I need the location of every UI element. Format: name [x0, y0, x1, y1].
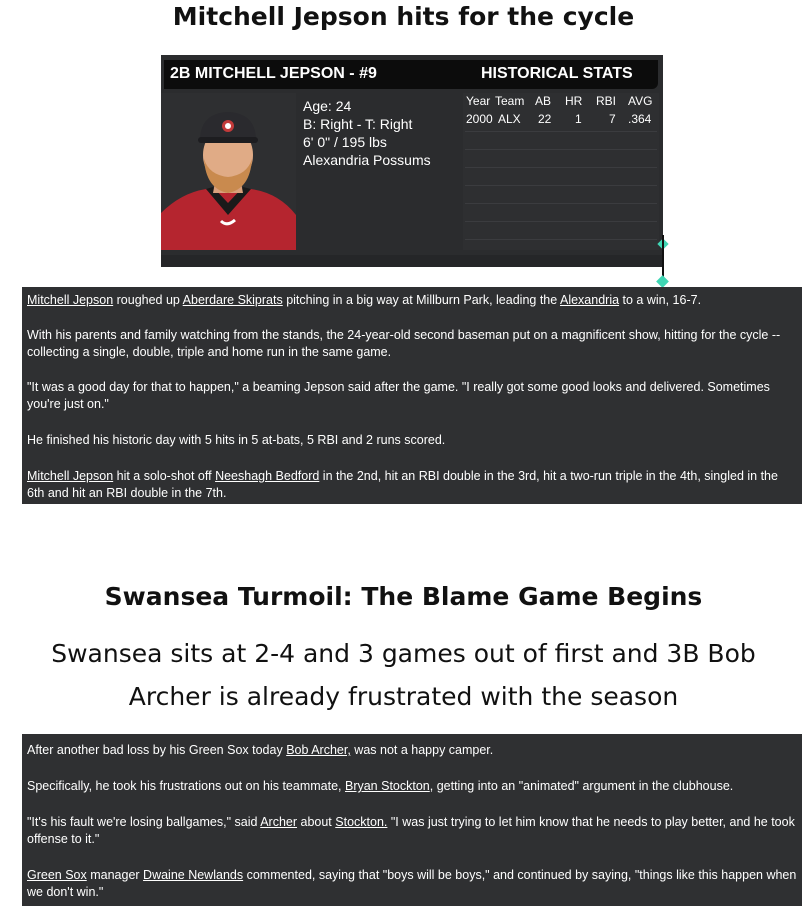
scroll-handle-icon[interactable] [656, 275, 669, 288]
stats-divider [465, 149, 657, 150]
name-link[interactable]: Bob Archer, [286, 743, 351, 757]
article-cycle [22, 287, 802, 504]
stats-divider [465, 203, 657, 204]
article-paragraph [27, 867, 797, 901]
player-age: Age: 24 [303, 98, 352, 114]
subheadline: Swansea sits at 2-4 and 3 games out of first and 3B Bob Archer is already frustrated with the season [51, 639, 756, 711]
article-paragraph [27, 292, 797, 309]
cell-team: ALX [498, 112, 521, 126]
article-text: "It was a good day for that to happen," a beaming Jepson said after the game. "I really got some good looks and delivered. Sometimes you're just on." [27, 380, 770, 411]
player-title[interactable]: 2B MITCHELL JEPSON - #9 [170, 65, 377, 82]
stats-divider [465, 239, 657, 240]
player-team[interactable]: Alexandria Possums [303, 152, 431, 168]
article-text: He finished his historic day with 5 hits in 5 at-bats, 5 RBI and 2 runs scored. [27, 433, 446, 447]
article-text: manager [86, 868, 144, 882]
article-text: "I was just trying to let him know that he needs to play better, and he took offense to it." [27, 815, 795, 846]
name-link[interactable]: Alexandria [559, 293, 620, 307]
article-text: With his parents and family watching from the stands, the 24-year-old second baseman put on a magnificent show, hitting for the cycle -- collecting a single, double, triple and home run in the same game. [27, 328, 781, 359]
col-hr: HR [565, 94, 583, 108]
article-text: commented, saying that "boys will be boys," and continued by saying, "things like this happen when we don't win." [27, 868, 797, 899]
article-text: Specifically, he took his frustrations out on his teammate, [27, 779, 345, 793]
stats-divider [465, 221, 657, 222]
cell-year: 2000 [466, 112, 493, 126]
stats-divider [465, 167, 657, 168]
article-paragraph [27, 379, 797, 413]
stats-divider [465, 185, 657, 186]
stats-row[interactable] [463, 111, 659, 129]
card-footer-bar [161, 255, 663, 267]
article-text: was not a happy camper. [350, 743, 494, 757]
stats-header-row [463, 93, 659, 111]
stats-divider [465, 131, 657, 132]
article-paragraph [27, 814, 797, 848]
player-card [161, 55, 663, 267]
col-team: Team [495, 94, 525, 108]
historical-stats-title: HISTORICAL STATS [481, 65, 633, 82]
article-text: to a win, 16-7. [619, 293, 702, 307]
name-link[interactable]: Stockton. [335, 815, 388, 829]
cell-rbi: 7 [609, 112, 616, 126]
article-text: pitching in a big way at Millburn Park, leading the [282, 293, 560, 307]
article-text: "It's his fault we're losing ballgames," said [27, 815, 261, 829]
article-paragraph [27, 468, 797, 502]
name-link[interactable]: Mitchell Jepson [27, 293, 114, 307]
name-link[interactable]: Archer [260, 815, 298, 829]
headline-turmoil: Swansea Turmoil: The Blame Game Begins [104, 582, 703, 611]
article-paragraph [27, 778, 797, 795]
player-info [303, 97, 431, 169]
article-turmoil [22, 734, 802, 906]
player-card-header [164, 60, 658, 89]
player-bats-throws: B: Right - T: Right [303, 116, 413, 132]
article-text: After another bad loss by his Green Sox today [27, 743, 287, 757]
scroll-track[interactable] [662, 235, 664, 279]
col-ab: AB [535, 94, 552, 108]
article-text: hit a solo-shot off [113, 469, 216, 483]
col-rbi: RBI [596, 94, 617, 108]
name-link[interactable]: Bryan Stockton [344, 779, 430, 793]
name-link[interactable]: Neeshagh Bedford [215, 469, 320, 483]
name-link[interactable]: Aberdare Skiprats [182, 293, 283, 307]
player-portrait [161, 93, 296, 250]
name-link[interactable]: Mitchell Jepson [27, 469, 114, 483]
col-year: Year [466, 94, 491, 108]
article-paragraph [27, 327, 797, 361]
player-height-weight: 6' 0" / 195 lbs [303, 134, 387, 150]
name-link[interactable]: Green Sox [27, 868, 87, 882]
headline-cycle: Mitchell Jepson hits for the cycle [172, 2, 635, 31]
article-paragraph [27, 742, 797, 759]
article-paragraph [27, 432, 797, 449]
article-text: about [297, 815, 336, 829]
historical-stats-table [463, 93, 659, 250]
article-text: roughed up [113, 293, 183, 307]
name-link[interactable]: Dwaine Newlands [143, 868, 244, 882]
article-text: , getting into an "animated" argument in the clubhouse. [429, 779, 734, 793]
cell-hr: 1 [575, 112, 582, 126]
cell-ab: 22 [538, 112, 552, 126]
col-avg: AVG [628, 94, 653, 108]
article-text: in the 2nd, hit an RBI double in the 3rd, hit a two-run triple in the 4th, singled in the 6th and hit an RBI double in the 7th. [27, 469, 778, 500]
cell-avg: .364 [628, 112, 652, 126]
